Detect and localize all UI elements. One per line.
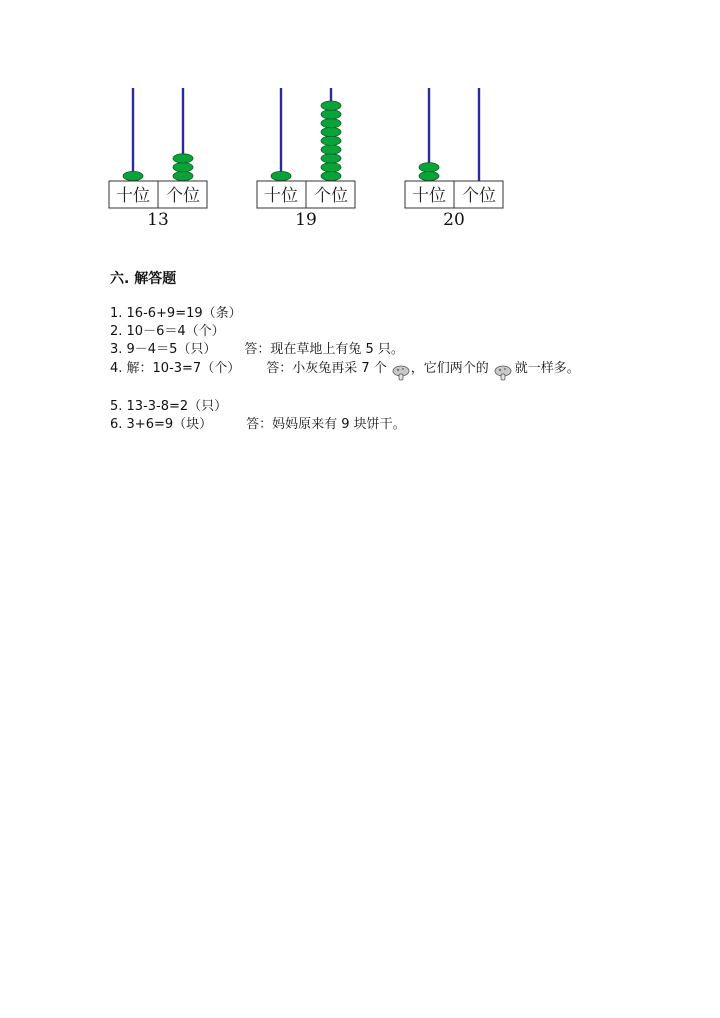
answer-calc: 4. 解：10-3=7（个） — [110, 361, 241, 376]
answer-reply: 答：妈妈原来有 9 块饼干。 — [246, 417, 406, 432]
tens-bead — [419, 163, 439, 172]
tens-label: 十位 — [116, 186, 150, 206]
ones-label: 个位 — [166, 186, 200, 206]
tens-bead — [271, 171, 291, 180]
tens-bead — [123, 171, 143, 180]
ones-bead — [173, 163, 193, 172]
abacus-number: 19 — [295, 210, 317, 230]
ones-bead — [173, 171, 193, 180]
abacus-13 — [108, 86, 208, 230]
answer-reply: 就一样多。 — [514, 361, 580, 376]
answer-calc: 3. 9－4＝5（只） — [110, 342, 217, 357]
ones-bead — [321, 127, 341, 136]
answer-1 — [110, 305, 242, 323]
abacus-19 — [256, 86, 356, 230]
ones-label: 个位 — [314, 186, 348, 206]
tens-label: 十位 — [264, 186, 298, 206]
abacus-number: 20 — [443, 210, 465, 230]
mushroom-icon — [391, 362, 411, 382]
abacus-20 — [404, 86, 504, 230]
answer-4 — [110, 360, 580, 382]
tens-bead — [419, 171, 439, 180]
answer-text: 2. 10－6＝4（个） — [110, 324, 225, 339]
ones-bead — [321, 145, 341, 154]
ones-label: 个位 — [462, 186, 496, 206]
answer-text: 1. 16-6+9=19（条） — [110, 306, 242, 321]
abacus-drawing — [404, 86, 504, 212]
mushroom-icon — [493, 362, 513, 382]
answer-6 — [110, 416, 406, 434]
section-title: 六. 解答题 — [110, 271, 177, 287]
ones-bead — [321, 171, 341, 180]
answer-calc: 6. 3+6=9（块） — [110, 417, 213, 432]
answer-2 — [110, 323, 225, 341]
tens-label: 十位 — [412, 186, 446, 206]
answer-reply: ，它们两个的 — [410, 361, 489, 376]
abacus-drawing — [256, 86, 356, 212]
answer-text: 5. 13-3-8=2（只） — [110, 399, 228, 414]
ones-bead — [173, 154, 193, 163]
ones-bead — [321, 154, 341, 163]
ones-bead — [321, 119, 341, 128]
ones-bead — [321, 110, 341, 119]
ones-bead — [321, 136, 341, 145]
answer-reply: 答：小灰兔再采 7 个 — [266, 361, 387, 376]
answer-5 — [110, 398, 227, 416]
ones-bead — [321, 101, 341, 110]
answer-reply: 答：现在草地上有兔 5 只。 — [244, 342, 404, 357]
abacus-number: 13 — [147, 210, 169, 230]
answer-3 — [110, 341, 404, 359]
ones-bead — [321, 163, 341, 172]
abacus-drawing — [108, 86, 208, 212]
